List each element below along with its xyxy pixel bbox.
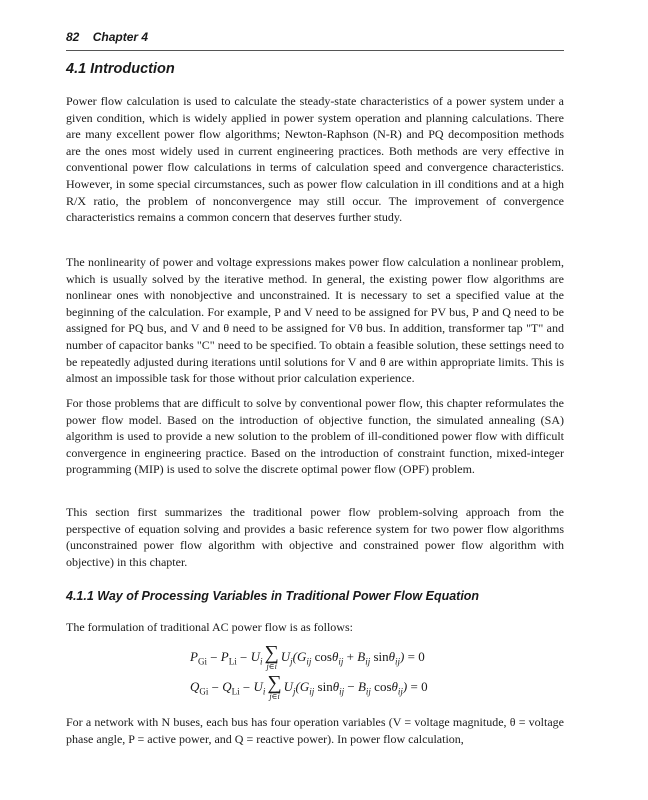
paragraph-4: This section first summarizes the traditional power flow problem-solving approach from the perspective of equation solving and provides a basic reference system for two power flow algorithms (unconstrained power flow algorithm with objective and constrained power flow algorithm with objective) in this chapter. (66, 505, 564, 569)
chapter-label: Chapter 4 (92, 30, 149, 44)
equation-active-power: $P_{Gi}$ − $P_{Li}$ − $U_i$ ∑ j∈i $U_j(G_{ij}$ $\cos\theta_{ij} + B_{ij}$ sinθ$_{ij}$) = 0 (190, 642, 425, 671)
running-header (66, 30, 564, 51)
summation-symbol: ∑ j∈i (267, 672, 282, 701)
page-number: 82 (66, 30, 80, 44)
summation-symbol: ∑ j∈i (264, 642, 279, 671)
paragraph-1: Power flow calculation is used to calculate the steady-state characteristics of a power system under a given condition, which is widely applied in power system operation and planning calculations. There are many excellent power flow algorithms; Newton-Raphson (N-R) and PQ decomposition methods are the ones most widely used in current engineering practices. Both methods are very effective in conventional power flow calculations in terms of calculation speed and convergence characteristics. However, in some special circumstances, such as power flow calculation in ill conditions and at a high R/X ratio, the problem of nonconvergence may still occur. The improvement of convergence characteristics remains a common concern that deserves further study. (66, 94, 564, 225)
subsection-title: 4.1.1 Way of Processing Variables in Traditional Power Flow Equation (66, 589, 480, 603)
paragraph-2: The nonlinearity of power and voltage expressions makes power flow calculation a nonlinear problem, which is usually solved by the iterative method. In general, the existing power flow algorithms are nonlinear ones with nonobjective and unconstrained. It is necessary to set a specified value at the beginning of the calculation. For example, P and V need to be assigned for PV bus, P and Q need to be assigned for PQ bus, and V and θ need to be assigned for Vθ bus. In addition, transformer tap "T" and number of capacitor banks "C" need to be specified. To obtain a feasible solution, these settings need to be repeatedly adjusted during iterations until solutions for V and θ are within appropriate limits. This is almost an impossible task for those without prior calculation experience. (66, 255, 564, 386)
formulation-intro: The formulation of traditional AC power flow is as follows: (66, 620, 353, 634)
section-title: 4.1 Introduction (66, 61, 175, 77)
closing-paragraph: For a network with N buses, each bus has four operation variables (V = voltage magnitude, θ = voltage phase angle, P = active power, and Q = reactive power). In power flow calculation, (66, 715, 564, 746)
equation-reactive-power: $Q_{Gi}$ − $Q_{Li}$ − $U_i$ ∑ j∈i $U_j(G_{ij}$ $\sin\theta_{ij} - B_{ij}$ cosθ$_{ij}$) = 0 (190, 672, 428, 701)
paragraph-3: For those problems that are difficult to solve by conventional power flow, this chapter reformulates the power flow model. Based on the introduction of objective function, the simulated annealing (SA) algorithm is used to provide a new solution to the problem of ill-conditioned power flow with difficult convergence in engineering practice. Based on the introduction of constraint function, mixed-integer programming (MIP) is used to solve the discrete optimal power flow (OPF) problem. (66, 396, 564, 477)
